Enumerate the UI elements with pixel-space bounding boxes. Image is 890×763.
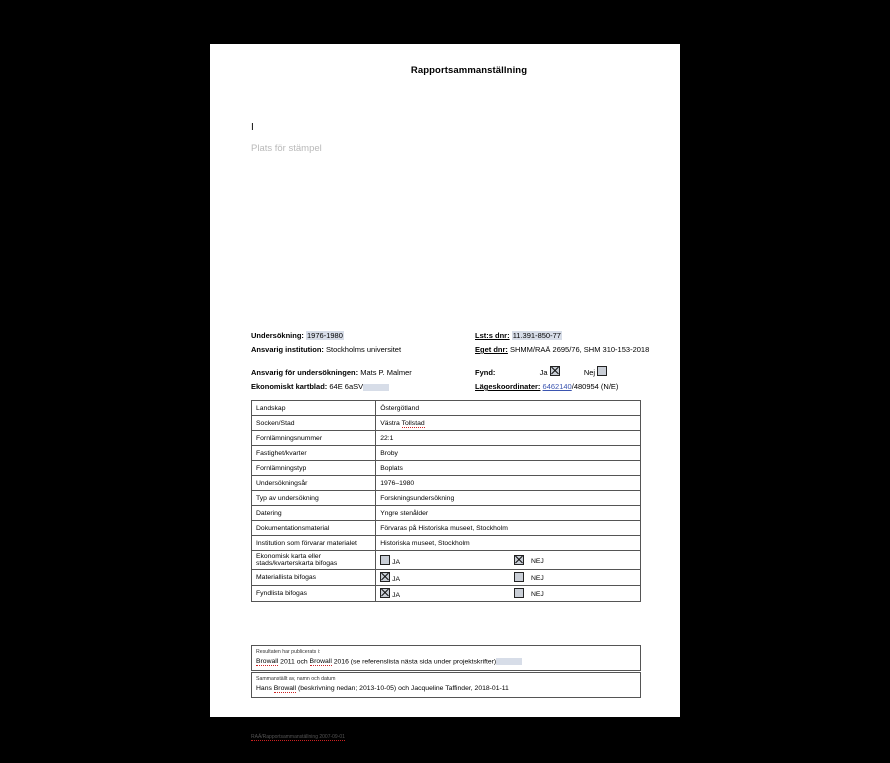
table-value[interactable]: 1976–1980: [376, 476, 641, 491]
fyndlista-ja-checkbox[interactable]: [380, 588, 390, 598]
table-row: [252, 491, 641, 506]
field-lst-dnr: [475, 329, 660, 342]
table-value[interactable]: Yngre stenålder: [376, 506, 641, 521]
table-value[interactable]: Forskningsundersökning: [376, 491, 641, 506]
karta-nej-checkbox[interactable]: [514, 555, 524, 565]
field-ekonomiskt-kartblad-label: Ekonomiskt kartblad:: [251, 382, 328, 391]
table-key: Undersökningsår: [252, 476, 376, 491]
table-value[interactable]: Östergötland: [376, 401, 641, 416]
table-row: [252, 476, 641, 491]
field-ekonomiskt-kartblad-value[interactable]: 64E 6aSV: [329, 382, 364, 391]
table-key: Fornlämningstyp: [252, 461, 376, 476]
publication-body[interactable]: Browall 2011 och Browall 2016 (se referenslista nästa sida under projektskrifter): [256, 658, 636, 665]
table-row: [252, 506, 641, 521]
materiallista-ja-checkbox[interactable]: [380, 572, 390, 582]
fynd-ja-checkbox[interactable]: [550, 366, 560, 376]
field-ansvarig-institution: [251, 343, 461, 356]
table-value[interactable]: Historiska museet, Stockholm: [376, 536, 641, 551]
table-value[interactable]: 22:1: [376, 431, 641, 446]
document-footer: [251, 734, 345, 740]
fyndlista-nej-label: NEJ: [530, 591, 544, 598]
field-ansvarig-undersokning: [251, 366, 461, 379]
karta-ja-label: JA: [392, 558, 401, 566]
checkbox-group-nej: [514, 588, 544, 599]
field-undersokning-label: Undersökning:: [251, 331, 304, 340]
spacer: [475, 357, 660, 366]
checkbox-group-ja: [380, 572, 512, 583]
fynd-ja-label: Ja: [539, 368, 548, 377]
table-key: Dokumentationsmaterial: [252, 521, 376, 536]
page-title: Rapportsammanställning: [410, 65, 528, 76]
table-value[interactable]: Boplats: [376, 461, 641, 476]
table-key: Datering: [252, 506, 376, 521]
field-lageskoordinater-label: Lägeskoordinater:: [475, 382, 541, 391]
table-value[interactable]: [376, 416, 641, 431]
table-row: [252, 521, 641, 536]
table-row: [252, 431, 641, 446]
spellcheck-word: Browall: [273, 685, 297, 692]
fyndlista-nej-checkbox[interactable]: [514, 588, 524, 598]
table-value-checkboxes: [376, 570, 641, 586]
table-row: [252, 446, 641, 461]
field-lageskoordinater: [475, 380, 660, 393]
text-cursor[interactable]: I: [251, 122, 254, 133]
field-ansvarig-institution-label: Ansvarig institution:: [251, 345, 324, 354]
field-eget-dnr-value[interactable]: SHMM/RAÄ 2695/76, SHM 310-153-2018: [510, 345, 650, 354]
table-value-text: Västra: [380, 419, 402, 427]
table-row: [252, 416, 641, 431]
stamp-placeholder: Plats för stämpel: [251, 143, 322, 154]
materiallista-nej-checkbox[interactable]: [514, 572, 524, 582]
table-key: Ekonomisk karta eller stads/kvarterskarta bifogas: [252, 551, 376, 570]
publication-box: [251, 645, 641, 671]
karta-ja-checkbox[interactable]: [380, 555, 390, 565]
checkbox-group-nej: [514, 572, 544, 583]
field-lageskoordinater-rest: /480954 (N/E): [571, 382, 619, 391]
field-ekonomiskt-kartblad: [251, 380, 461, 393]
table-key: Institution som förvarar materialet: [252, 536, 376, 551]
fynd-nej-checkbox[interactable]: [597, 366, 607, 376]
checkbox-group-nej: [514, 555, 544, 566]
footer-text: RAÄ/Rapportsammanställning 2007-09-01: [251, 734, 345, 740]
table-key: Fyndlista bifogas: [252, 586, 376, 602]
field-undersokning: [251, 329, 461, 342]
fyndlista-ja-label: JA: [392, 592, 401, 599]
compiled-by-box: [251, 672, 641, 698]
field-ansvarig-institution-value[interactable]: Stockholms universitet: [326, 345, 402, 354]
materiallista-ja-label: JA: [392, 576, 401, 583]
table-key: Landskap: [252, 401, 376, 416]
checkbox-group-ja: [380, 588, 512, 599]
field-fynd-label: Fynd:: [475, 368, 496, 377]
table-key: Typ av undersökning: [252, 491, 376, 506]
header-info-right: [475, 329, 660, 394]
field-fynd: [475, 366, 660, 379]
field-lst-dnr-value[interactable]: 11.391-850-77: [512, 331, 561, 340]
table-value-checkboxes: [376, 586, 641, 602]
table-row: [252, 461, 641, 476]
table-key: Socken/Stad: [252, 416, 376, 431]
header-info-left: [251, 329, 461, 394]
table-row-checkbox: [252, 586, 641, 602]
table-key: Fornlämningsnummer: [252, 431, 376, 446]
spellcheck-word: Browall: [256, 658, 279, 666]
table-row-checkbox: [252, 570, 641, 586]
document-page: [210, 44, 680, 740]
field-eget-dnr: [475, 343, 660, 356]
field-eget-dnr-label: Eget dnr:: [475, 345, 508, 354]
field-lst-dnr-label: Lst:s dnr:: [475, 331, 510, 340]
karta-nej-label: NEJ: [530, 557, 544, 565]
compiled-by-caption: Sammanställt av, namn och datum: [256, 676, 336, 682]
table-row-checkbox: [252, 551, 641, 570]
table-key: Fastighet/kvarter: [252, 446, 376, 461]
field-ansvarig-undersokning-value[interactable]: Mats P. Malmer: [360, 368, 412, 377]
fynd-nej-label: Nej: [583, 368, 596, 377]
redacted-field: [496, 658, 522, 665]
checkbox-group-ja: [380, 555, 512, 566]
table-row: [252, 401, 641, 416]
spellcheck-word: Browall: [309, 658, 332, 666]
table-row: [252, 536, 641, 551]
materiallista-nej-label: NEJ: [530, 575, 544, 582]
spacer: [251, 357, 461, 366]
table-value[interactable]: Broby: [376, 446, 641, 461]
field-lageskoordinater-link[interactable]: 6462140: [542, 382, 572, 391]
field-ansvarig-undersokning-label: Ansvarig för undersökningen:: [251, 368, 359, 377]
table-key: Materiallista bifogas: [252, 570, 376, 586]
compiled-by-body[interactable]: Hans Browall (beskrivning nedan; 2013-10-05) och Jacqueline Taffinder, 2018-01-11: [256, 685, 509, 692]
publication-caption: Resultaten har publicerats i:: [256, 649, 321, 655]
field-undersokning-value[interactable]: 1976-1980: [307, 331, 343, 340]
table-value[interactable]: Förvaras på Historiska museet, Stockholm: [376, 521, 641, 536]
report-table: [251, 400, 641, 602]
redacted-field: [363, 384, 389, 391]
table-value-checkboxes: [376, 551, 641, 570]
spellcheck-word[interactable]: Tollstad: [401, 419, 425, 427]
